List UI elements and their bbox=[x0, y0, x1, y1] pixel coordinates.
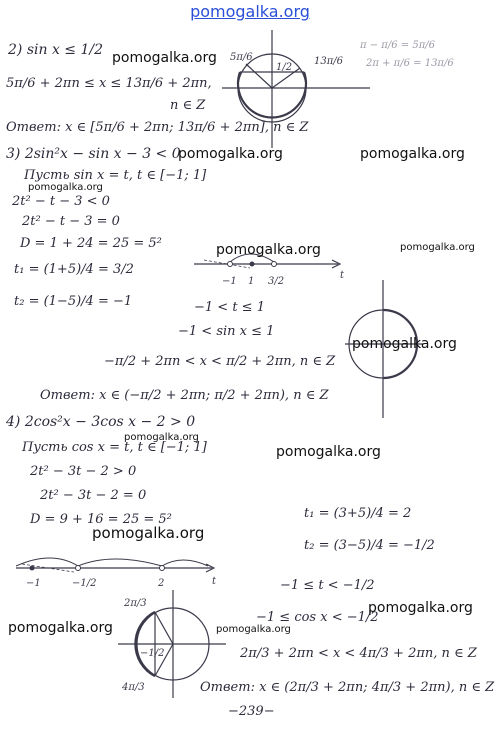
part3-t2: t₂ = (1−5)/4 = −1 bbox=[14, 294, 133, 309]
part3-line-label-1: 1 bbox=[248, 276, 255, 287]
part2-circle-label-right: 13π/6 bbox=[314, 56, 344, 67]
part4-line-label-3: t bbox=[212, 576, 217, 587]
part2-side-note-2: 2π + π/6 = 13π/6 bbox=[366, 58, 454, 69]
part2-heading: 2) sin x ≤ 1/2 bbox=[8, 42, 104, 58]
part3-line-label-2: 3/2 bbox=[268, 276, 285, 287]
part4-l2: 2t² − 3t − 2 = 0 bbox=[40, 488, 147, 503]
watermark: pomogalka.org bbox=[276, 444, 381, 460]
part2-circle-label-left: 5π/6 bbox=[230, 52, 253, 63]
part3-l1: 2t² − t − 3 < 0 bbox=[12, 194, 110, 209]
part4-circle-label-top: 2π/3 bbox=[124, 598, 147, 609]
part2-answer: Ответ: x ∈ [5π/6 + 2πn; 13π/6 + 2πn], n ∈ Z bbox=[6, 120, 309, 135]
part2-n-in-z: n ∈ Z bbox=[170, 98, 206, 113]
part4-circle-label-bottom: 4π/3 bbox=[122, 682, 145, 693]
part4-circle-label-mid: −1/2 bbox=[140, 648, 165, 659]
watermark: pomogalka.org bbox=[8, 620, 113, 636]
part4-let: Пусть cos x = t, t ∈ [−1; 1] bbox=[22, 440, 207, 455]
part3-l2: 2t² − t − 3 = 0 bbox=[22, 214, 120, 229]
part2-unit-circle bbox=[222, 30, 372, 150]
watermark: pomogalka.org bbox=[216, 242, 321, 258]
part4-l3: D = 9 + 16 = 25 = 5² bbox=[30, 512, 172, 527]
watermark: pomogalka.org bbox=[112, 50, 217, 66]
part4-r2: −1 ≤ cos x < −1/2 bbox=[256, 610, 379, 625]
part4-t2: t₂ = (3−5)/4 = −1/2 bbox=[304, 538, 435, 553]
part4-line-label-1: −1/2 bbox=[72, 578, 97, 589]
part3-answer: Ответ: x ∈ (−π/2 + 2πn; π/2 + 2πn), n ∈ Z bbox=[40, 388, 329, 403]
part3-let: Пусть sin x = t, t ∈ [−1; 1] bbox=[24, 168, 207, 183]
part3-t1: t₁ = (1+5)/4 = 3/2 bbox=[14, 262, 134, 277]
watermark: pomogalka.org bbox=[28, 182, 103, 193]
part4-l1: 2t² − 3t − 2 > 0 bbox=[30, 464, 137, 479]
part4-r3: 2π/3 + 2πn < x < 4π/3 + 2πn, n ∈ Z bbox=[240, 646, 477, 661]
part3-l3: D = 1 + 24 = 25 = 5² bbox=[20, 236, 162, 251]
part4-line-label-0: −1 bbox=[26, 578, 41, 589]
part2-side-note-1: π − π/6 = 5π/6 bbox=[360, 40, 436, 51]
part2-circle-label-mid: 1/2 bbox=[276, 62, 293, 73]
watermark: pomogalka.org bbox=[178, 146, 283, 162]
part3-line-label-0: −1 bbox=[222, 276, 237, 287]
watermark: pomogalka.org bbox=[92, 524, 205, 542]
part4-answer: Ответ: x ∈ (2π/3 + 2πn; 4π/3 + 2πn), n ∈ Z bbox=[200, 680, 495, 695]
watermark: pomogalka.org bbox=[360, 146, 465, 162]
part3-r2: −1 < sin x ≤ 1 bbox=[178, 324, 275, 339]
page-number: −239− bbox=[228, 704, 275, 719]
part3-r1: −1 < t ≤ 1 bbox=[194, 300, 265, 315]
part2-ineq: 5π/6 + 2πn ≤ x ≤ 13π/6 + 2πn, bbox=[6, 76, 212, 91]
watermark: pomogalka.org bbox=[216, 624, 291, 635]
watermark: pomogalka.org bbox=[352, 336, 457, 352]
site-link[interactable]: pomogalka.org bbox=[190, 2, 310, 21]
part4-heading: 4) 2cos²x − 3cos x − 2 > 0 bbox=[6, 414, 196, 430]
part4-line-label-2: 2 bbox=[158, 578, 165, 589]
watermark: pomogalka.org bbox=[368, 600, 473, 616]
watermark: pomogalka.org bbox=[124, 432, 199, 443]
part4-r1: −1 ≤ t < −1/2 bbox=[280, 578, 375, 593]
watermark: pomogalka.org bbox=[400, 242, 475, 253]
part3-r3: −π/2 + 2πn < x < π/2 + 2πn, n ∈ Z bbox=[104, 354, 336, 369]
part3-line-label-3: t bbox=[340, 270, 345, 281]
part4-t1: t₁ = (3+5)/4 = 2 bbox=[304, 506, 412, 521]
part3-heading: 3) 2sin²x − sin x − 3 < 0 bbox=[6, 146, 181, 162]
